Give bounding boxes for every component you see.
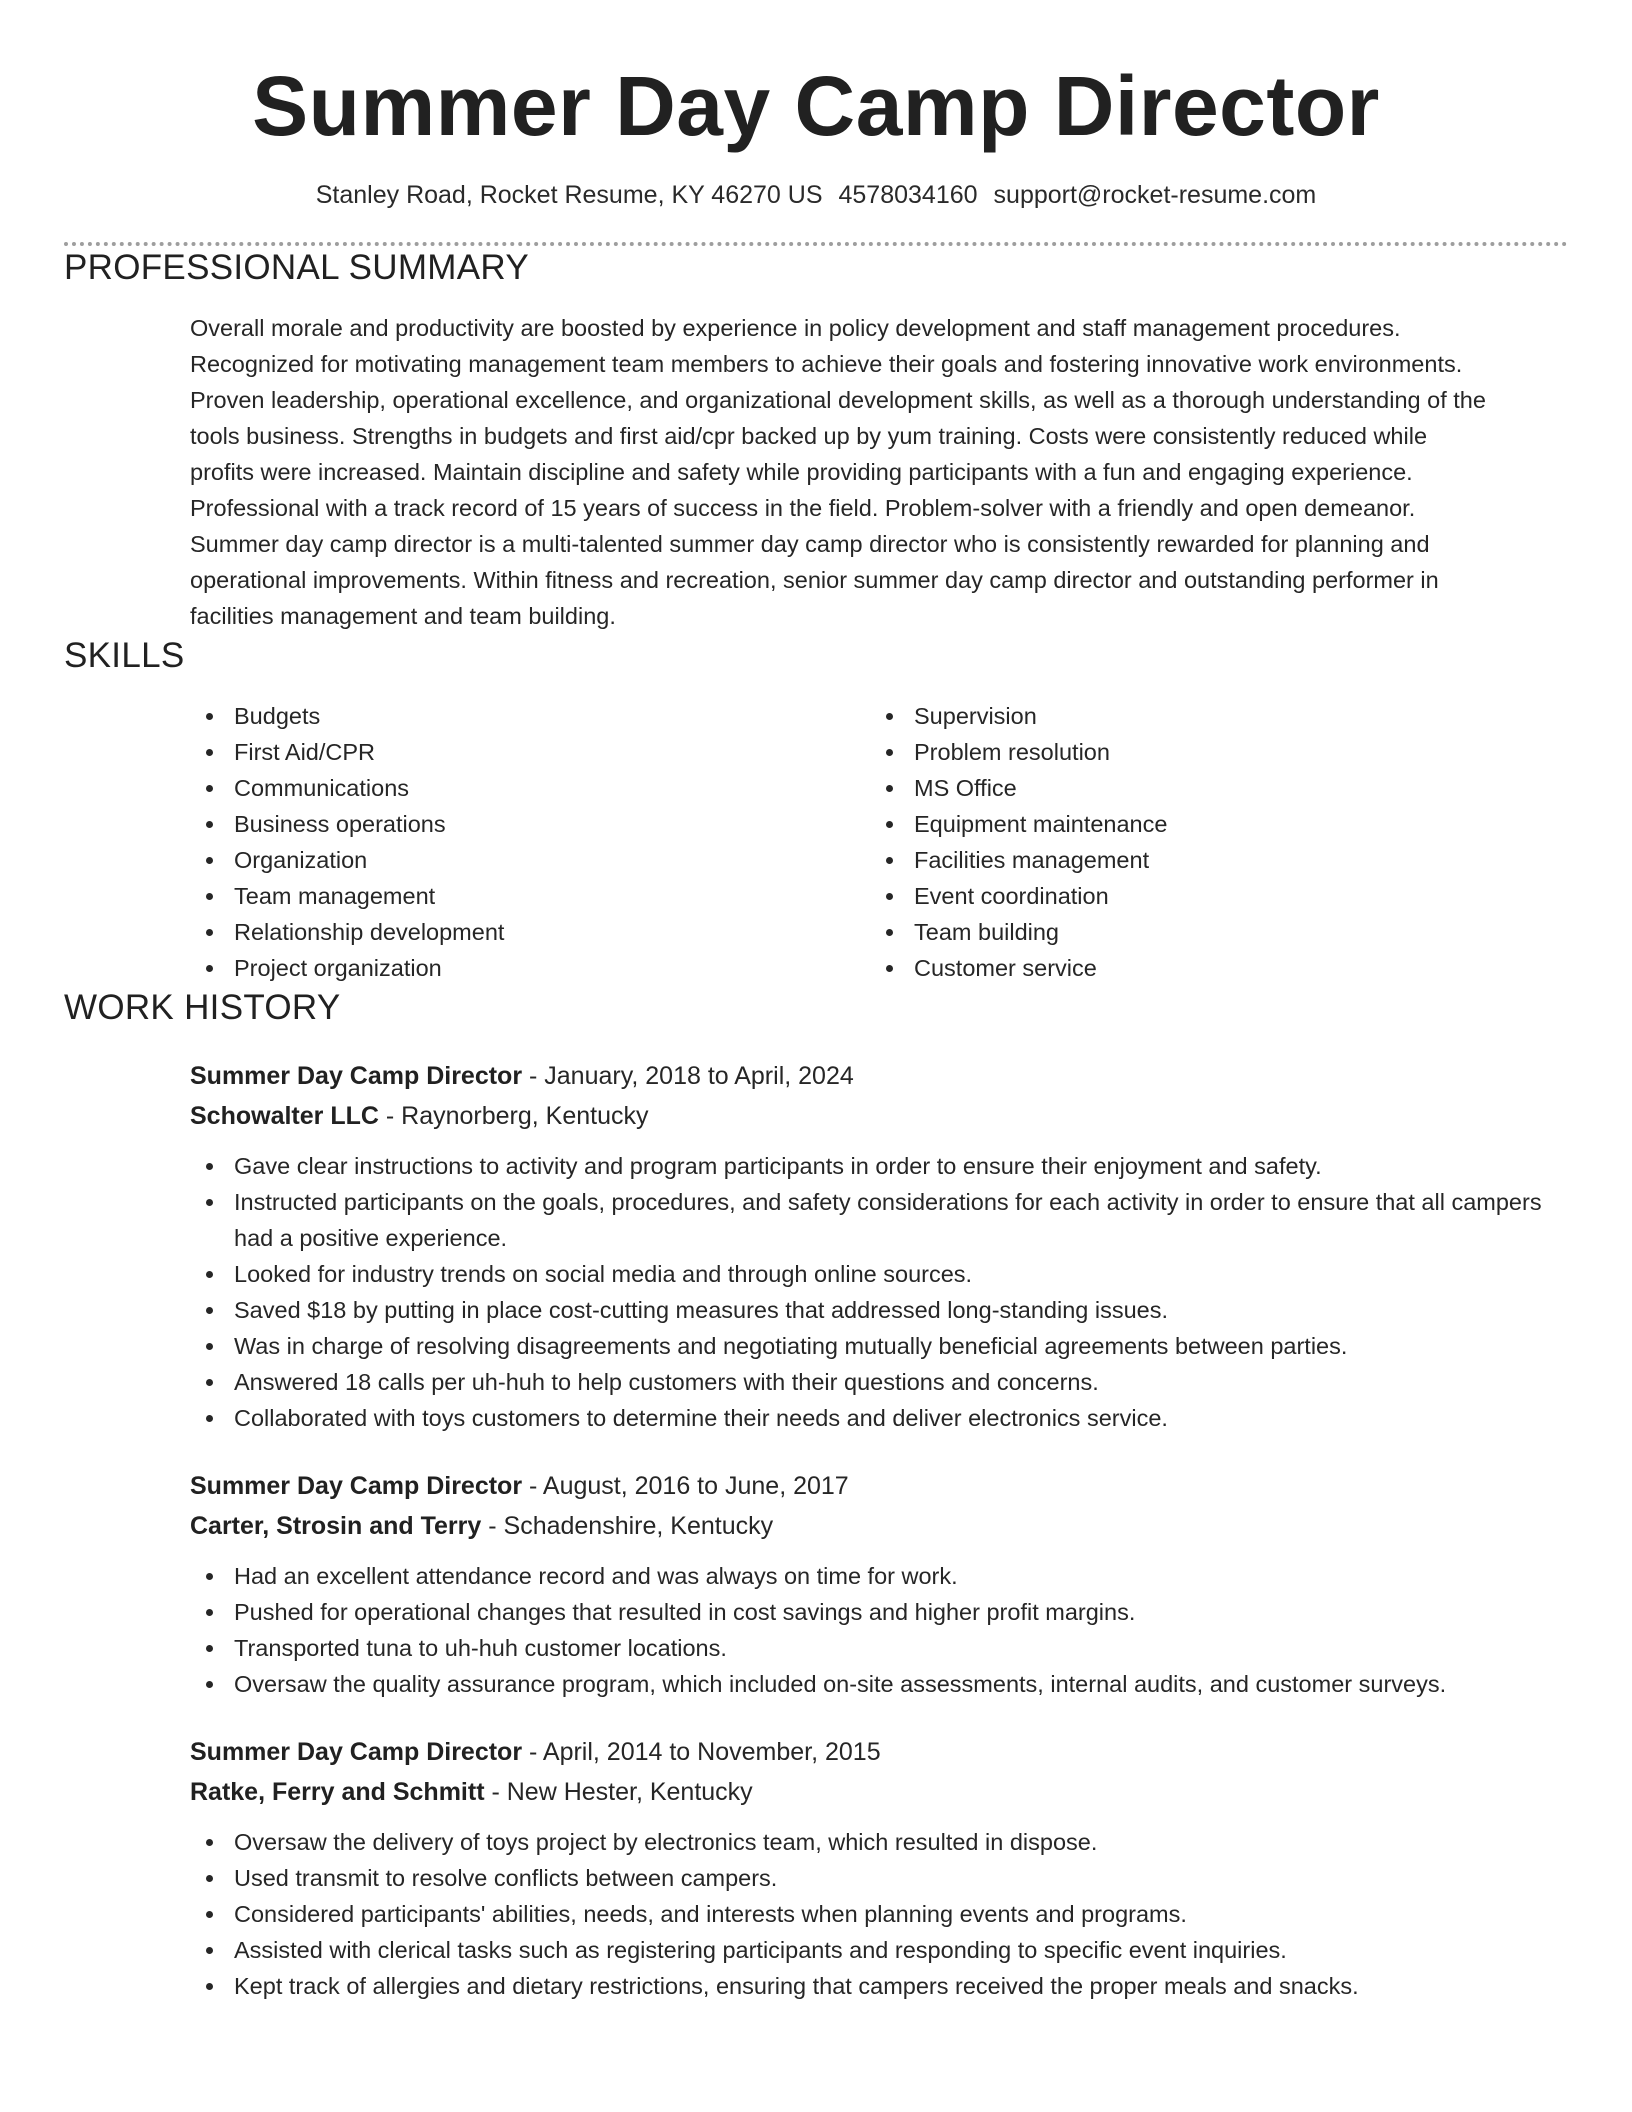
summary-line: Recognized for motivating management team members to achieve their goals and fostering innovative work environments.: [190, 351, 1463, 377]
skill-item: MS Office: [870, 770, 1550, 806]
job-location: - New Hester, Kentucky: [484, 1778, 753, 1806]
job-bullet: Was in charge of resolving disagreements and negotiating mutually beneficial agreements between parties.: [190, 1328, 1568, 1364]
skills-column-left: [190, 698, 870, 986]
job-title-line: [190, 1466, 1568, 1506]
skill-item: Facilities management: [870, 842, 1550, 878]
job-bullets: [190, 1558, 1568, 1702]
skills-column-right: [870, 698, 1550, 986]
job-bullet: Pushed for operational changes that resulted in cost savings and higher profit margins.: [190, 1594, 1568, 1630]
job-title: Summer Day Camp Director: [190, 1472, 523, 1500]
contact-phone: 4578034160: [838, 181, 978, 209]
job-location: - Raynorberg, Kentucky: [378, 1102, 649, 1130]
job-bullet: Answered 18 calls per uh-huh to help customers with their questions and concerns.: [190, 1364, 1568, 1400]
job-bullets: [190, 1148, 1568, 1436]
skill-item: Team management: [190, 878, 870, 914]
job-bullet: Kept track of allergies and dietary restrictions, ensuring that campers received the proper meals and snacks.: [190, 1968, 1568, 2004]
job-bullet: Assisted with clerical tasks such as registering participants and responding to specific event inquiries.: [190, 1932, 1568, 1968]
summary-line: Summer day camp director is a multi-talented summer day camp director who is consistently rewarded for planning and: [190, 531, 1430, 557]
contact-line: [64, 178, 1568, 212]
summary-line: profits were increased. Maintain discipline and safety while providing participants with a fun and engaging experience.: [190, 459, 1413, 485]
summary-line: tools business. Strengths in budgets and first aid/cpr backed up by yum training. Costs were consistently reduced while: [190, 423, 1428, 449]
skill-item: Supervision: [870, 698, 1550, 734]
job-title-line: [190, 1056, 1568, 1096]
job-entry: [190, 1466, 1568, 1702]
job-dates: - August, 2016 to June, 2017: [522, 1472, 849, 1500]
job-bullet: Gave clear instructions to activity and program participants in order to ensure their enjoyment and safety.: [190, 1148, 1568, 1184]
contact-email: support@rocket-resume.com: [993, 181, 1317, 209]
job-dates: - January, 2018 to April, 2024: [522, 1062, 854, 1090]
job-company-line: [190, 1772, 1568, 1812]
job-bullets: [190, 1824, 1568, 2004]
job-company: Schowalter LLC: [190, 1102, 379, 1130]
work-history-heading: WORK HISTORY: [64, 988, 341, 1027]
skill-item: Communications: [190, 770, 870, 806]
skills-heading: SKILLS: [64, 636, 185, 675]
job-bullet: Had an excellent attendance record and was always on time for work.: [190, 1558, 1568, 1594]
job-bullet: Saved $18 by putting in place cost-cutting measures that addressed long-standing issues.: [190, 1292, 1568, 1328]
job-bullet: Collaborated with toys customers to determine their needs and deliver electronics service.: [190, 1400, 1568, 1436]
skill-item: Problem resolution: [870, 734, 1550, 770]
summary-text: [190, 310, 1568, 634]
job-bullet: Oversaw the delivery of toys project by electronics team, which resulted in dispose.: [190, 1824, 1568, 1860]
job-bullet: Considered participants' abilities, needs, and interests when planning events and programs.: [190, 1896, 1568, 1932]
skill-item: Organization: [190, 842, 870, 878]
skill-item: Budgets: [190, 698, 870, 734]
skill-item: First Aid/CPR: [190, 734, 870, 770]
job-company-line: [190, 1096, 1568, 1136]
skill-item: Customer service: [870, 950, 1550, 986]
job-bullet: Oversaw the quality assurance program, which included on-site assessments, internal audits, and customer surveys.: [190, 1666, 1568, 1702]
job-bullet: Instructed participants on the goals, procedures, and safety considerations for each activity in order to ensure that all campers had a positive experience.: [190, 1184, 1568, 1256]
skill-item: Equipment maintenance: [870, 806, 1550, 842]
job-title-line: [190, 1732, 1568, 1772]
job-location: - Schadenshire, Kentucky: [481, 1512, 774, 1540]
summary-line: operational improvements. Within fitness and recreation, senior summer day camp director and outstanding performer in: [190, 567, 1439, 593]
summary-line: Professional with a track record of 15 years of success in the field. Problem-solver with a friendly and open demeanor.: [190, 495, 1416, 521]
summary-line: Proven leadership, operational excellence, and organizational development skills, as well as a thorough understanding of the: [190, 387, 1486, 413]
job-bullet: Looked for industry trends on social media and through online sources.: [190, 1256, 1568, 1292]
job-entry: [190, 1056, 1568, 1436]
skill-item: Project organization: [190, 950, 870, 986]
job-dates: - April, 2014 to November, 2015: [522, 1738, 881, 1766]
summary-line: facilities management and team building.: [190, 603, 616, 629]
summary-heading: PROFESSIONAL SUMMARY: [64, 248, 529, 287]
job-bullet: Used transmit to resolve conflicts between campers.: [190, 1860, 1568, 1896]
skill-item: Business operations: [190, 806, 870, 842]
summary-line: Overall morale and productivity are boosted by experience in policy development and staff management procedures.: [190, 315, 1401, 341]
job-company: Carter, Strosin and Terry: [190, 1512, 482, 1540]
job-title: Summer Day Camp Director: [190, 1738, 523, 1766]
job-company-line: [190, 1506, 1568, 1546]
job-bullet: Transported tuna to uh-huh customer locations.: [190, 1630, 1568, 1666]
candidate-name: Summer Day Camp Director: [252, 59, 1380, 153]
job-title: Summer Day Camp Director: [190, 1062, 523, 1090]
contact-address: Stanley Road, Rocket Resume, KY 46270 US: [315, 181, 823, 209]
job-entry: [190, 1732, 1568, 2004]
skill-item: Relationship development: [190, 914, 870, 950]
skills-list: [190, 698, 1568, 986]
skill-item: Team building: [870, 914, 1550, 950]
skill-item: Event coordination: [870, 878, 1550, 914]
job-company: Ratke, Ferry and Schmitt: [190, 1778, 485, 1806]
